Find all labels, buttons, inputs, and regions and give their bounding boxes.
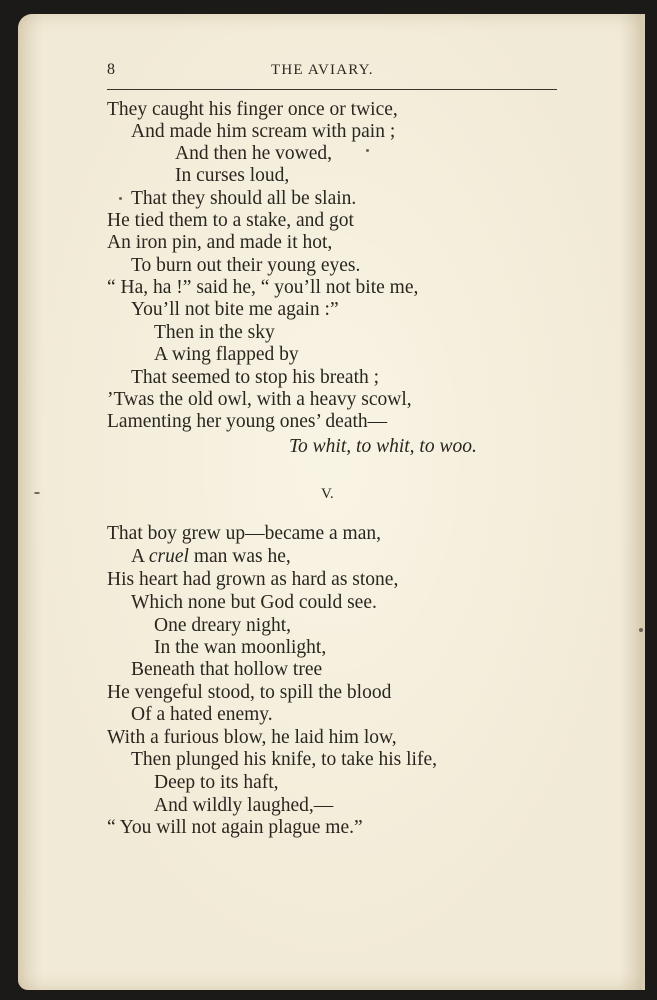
poem-line: A wing flapped by — [154, 344, 299, 365]
paper-speck — [366, 149, 369, 152]
paper-speck — [34, 492, 40, 494]
poem-line: Of a hated enemy. — [131, 704, 273, 725]
page-edge — [641, 14, 645, 990]
section-numeral: V. — [321, 486, 334, 502]
running-title: THE AVIARY. — [271, 62, 374, 78]
poem-line: With a furious blow, he laid him low, — [107, 727, 397, 748]
poem-line — [131, 546, 291, 568]
poem-line: In curses loud, — [175, 165, 290, 186]
paper-speck — [639, 628, 643, 632]
poem-line: And made him scream with pain ; — [131, 121, 396, 142]
poem-line: You’ll not bite me again :” — [131, 299, 339, 320]
running-header — [107, 57, 557, 90]
poem-line: An iron pin, and made it hot, — [107, 232, 333, 253]
poem-line: And wildly laughed,— — [154, 795, 334, 816]
poem-line: “ You will not again plague me.” — [107, 817, 363, 838]
poem-line: They caught his finger once or twice, — [107, 99, 398, 120]
poem-line: Which none but God could see. — [131, 592, 377, 613]
emphasized-word: cruel — [148, 546, 189, 567]
poem-line: Beneath that hollow tree — [131, 659, 323, 680]
poem-line: ’Twas the old owl, with a heavy scowl, — [107, 389, 412, 410]
poem-line: “ Ha, ha !” said he, “ you’ll not bite me, — [107, 277, 419, 298]
poem-line: To burn out their young eyes. — [131, 255, 361, 276]
poem-line: His heart had grown as hard as stone, — [107, 569, 399, 590]
poem-text: A — [131, 546, 149, 567]
page-number: 8 — [107, 61, 115, 78]
poem-line: He tied them to a stake, and got — [107, 210, 354, 231]
poem-line: Then in the sky — [154, 322, 275, 343]
poem-line: He vengeful stood, to spill the blood — [107, 682, 392, 703]
poem-line: Lamenting her young ones’ death— — [107, 411, 388, 432]
poem-line: That they should all be slain. — [131, 188, 357, 209]
poem-line: And then he vowed, — [175, 143, 333, 164]
poem-line: That boy grew up—became a man, — [107, 523, 381, 544]
poem-text: man was he, — [188, 546, 291, 567]
refrain-text: To whit, to whit, to woo. — [289, 436, 477, 457]
poem-line: In the wan moonlight, — [154, 637, 327, 658]
poem-line: Then plunged his knife, to take his life, — [131, 749, 437, 770]
poem-line: Deep to its haft, — [154, 772, 279, 793]
poem-line-refrain — [289, 436, 477, 458]
paper-speck — [119, 197, 122, 200]
poem-line: One dreary night, — [154, 615, 291, 636]
poem-line: That seemed to stop his breath ; — [131, 367, 380, 388]
